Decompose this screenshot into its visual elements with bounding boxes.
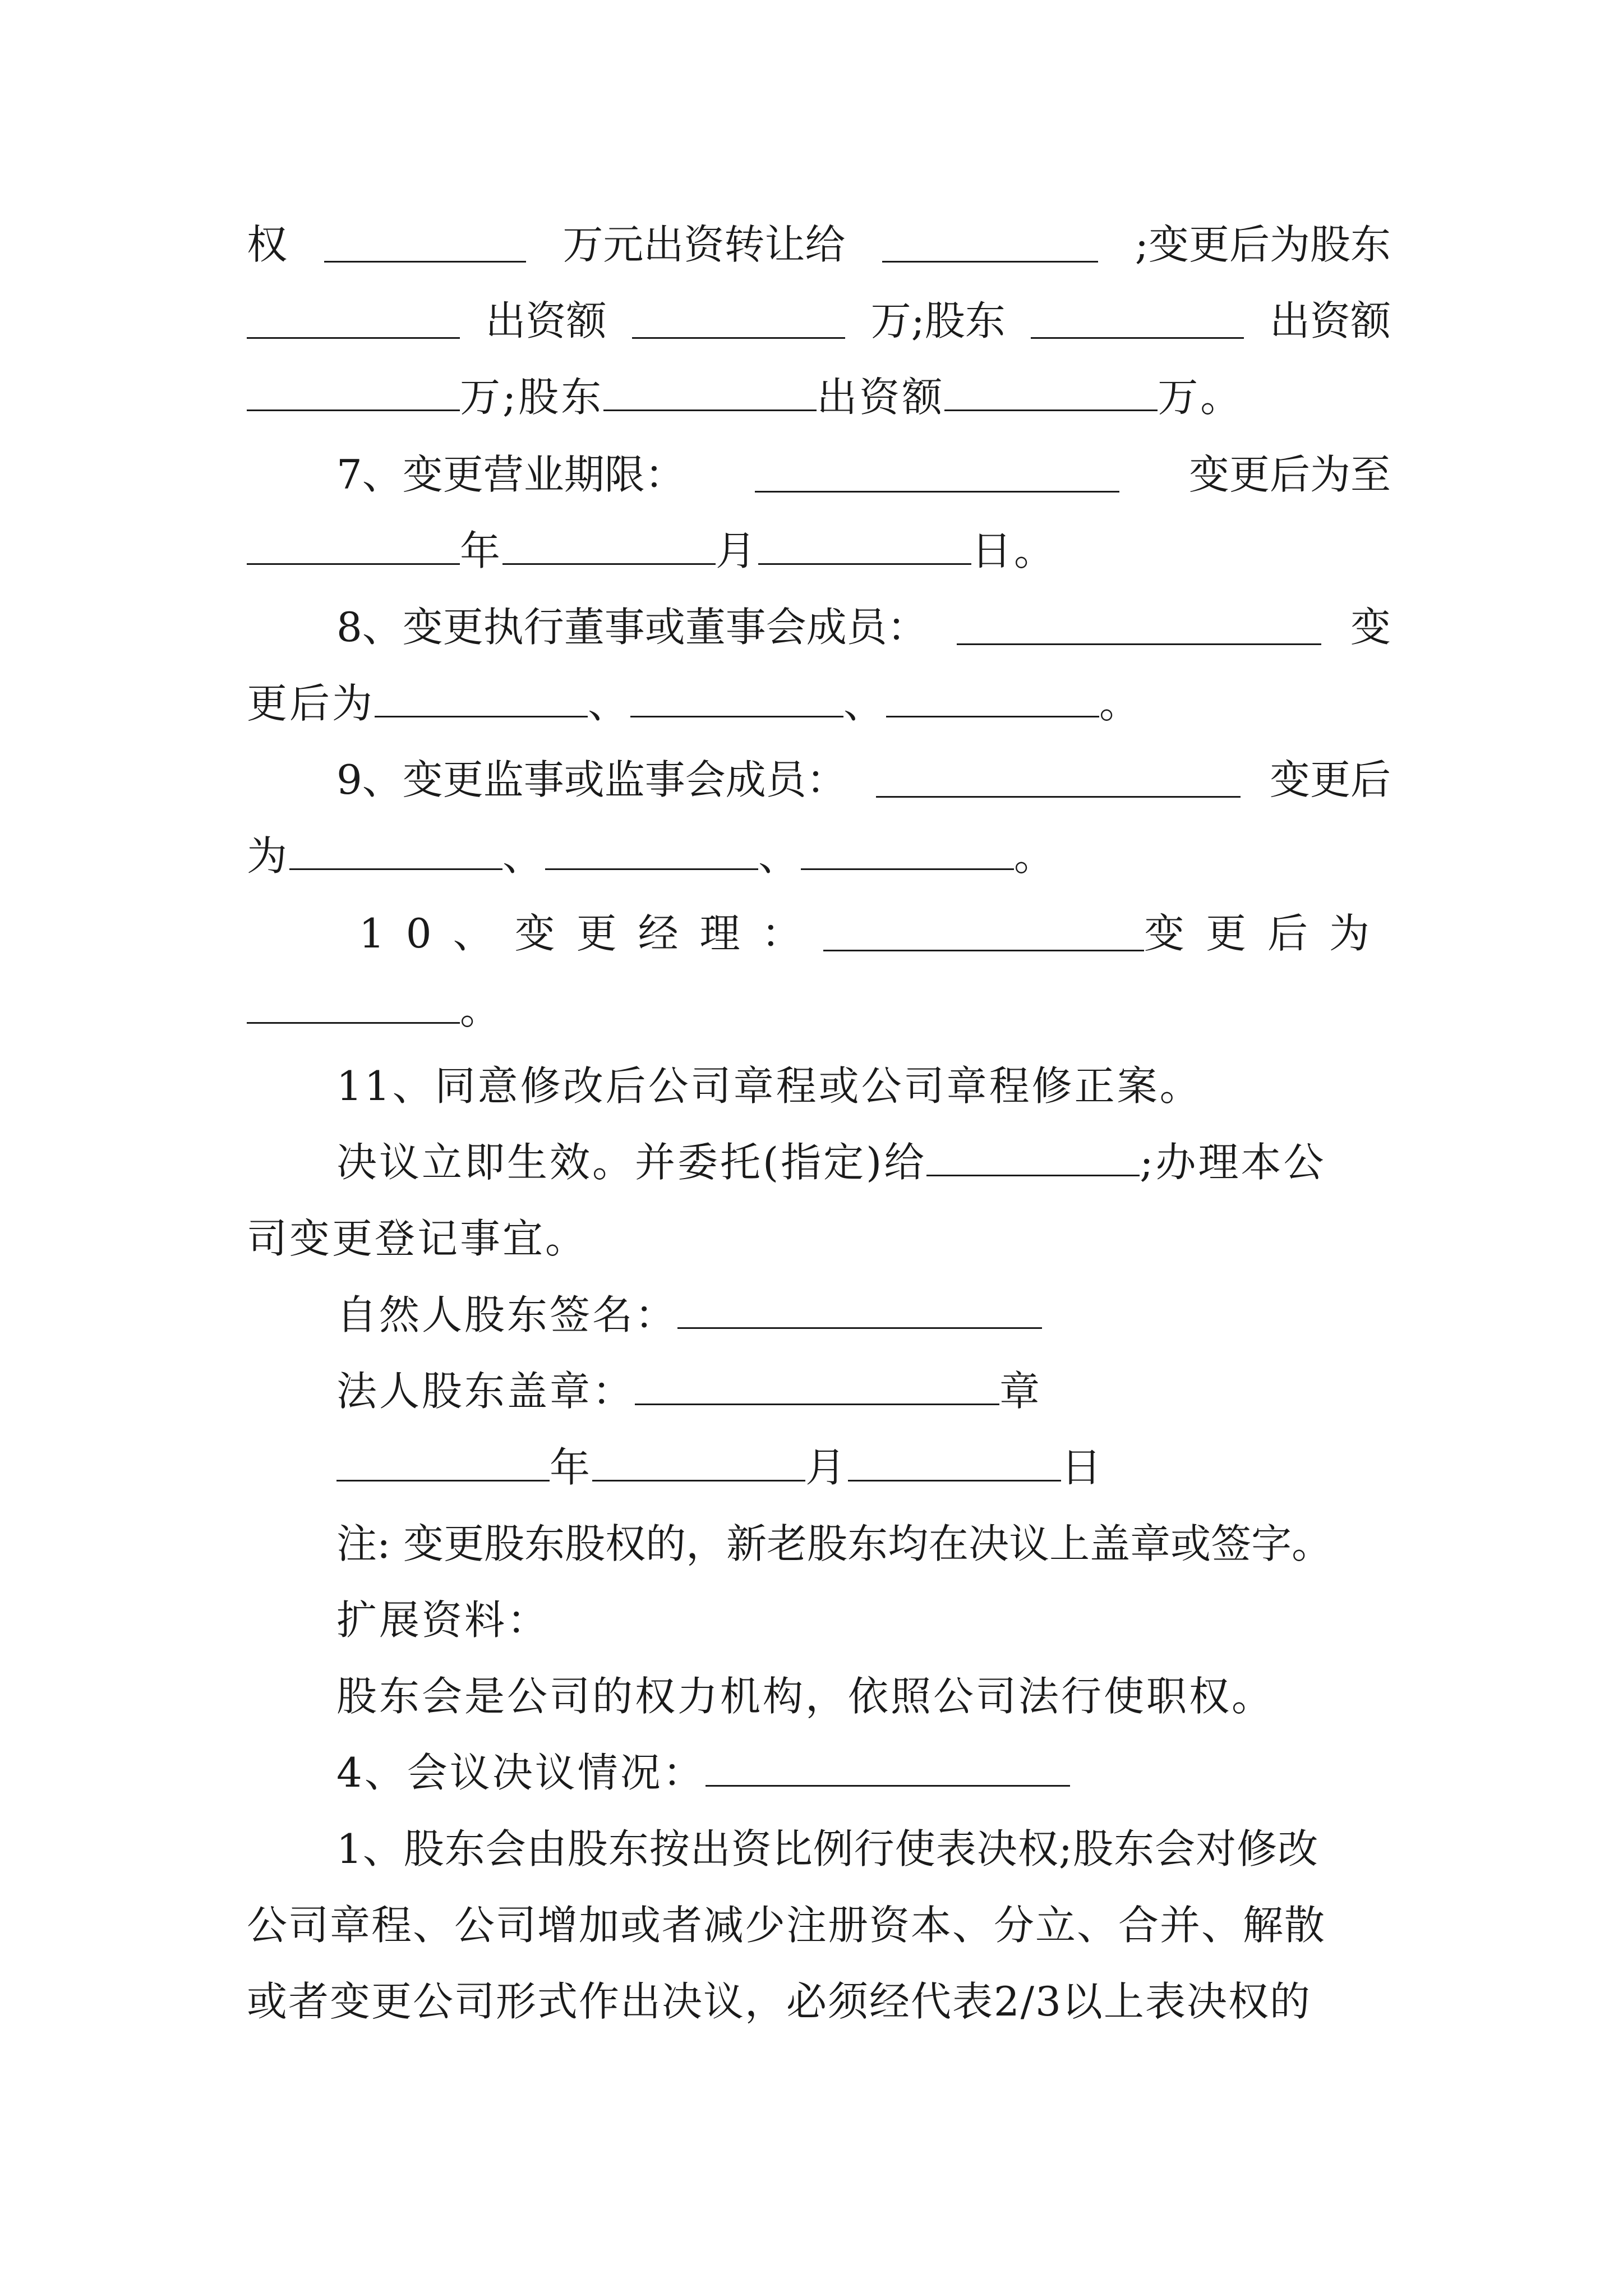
- text: 出资额: [817, 374, 945, 421]
- text-line-1: [247, 211, 1391, 278]
- text-line-24: 或者变更公司形式作出决议，必须经代表2/3以上表决权的: [247, 1978, 1311, 2025]
- blank-field[interactable]: [324, 227, 526, 263]
- text: 4、会议决议情况：: [336, 1749, 706, 1796]
- text: 。: [460, 986, 503, 1033]
- text: 万。: [1158, 374, 1243, 421]
- text: 万;股东: [870, 297, 1006, 344]
- blank-field[interactable]: [247, 530, 460, 565]
- text: 年: [550, 1444, 593, 1491]
- text-line-3: [247, 364, 1391, 431]
- blank-field[interactable]: [502, 530, 716, 565]
- blank-field[interactable]: [247, 988, 460, 1024]
- text: 决议立即生效。并委托(指定)给: [336, 1139, 927, 1186]
- text: 月: [805, 1444, 849, 1491]
- text: 出资额: [485, 297, 607, 344]
- text: 更后为: [247, 680, 375, 727]
- text: 变更后为至: [1188, 451, 1391, 498]
- text: 、: [588, 680, 631, 727]
- blank-field[interactable]: [957, 610, 1321, 645]
- blank-field[interactable]: [289, 835, 502, 870]
- text: ;办理本公: [1140, 1139, 1326, 1186]
- text-line-7: [247, 670, 1391, 737]
- blank-field[interactable]: [545, 835, 758, 870]
- blank-field[interactable]: [758, 530, 971, 565]
- blank-field[interactable]: [886, 682, 1099, 717]
- blank-field[interactable]: [848, 1446, 1061, 1481]
- text-line-16: [336, 1358, 1391, 1425]
- text: 自然人股东签名：: [336, 1291, 678, 1338]
- text-line-12: 11、同意修改后公司章程或公司章程修正案。: [336, 1062, 1202, 1110]
- text: 章: [999, 1368, 1043, 1415]
- blank-field[interactable]: [755, 457, 1119, 493]
- text-line-10: [359, 900, 1391, 967]
- blank-field[interactable]: [247, 303, 460, 339]
- blank-field[interactable]: [632, 303, 845, 339]
- blank-field[interactable]: [1031, 303, 1244, 339]
- text: 变更后为: [1144, 910, 1391, 957]
- text: 日: [1061, 1444, 1104, 1491]
- text: 。: [1014, 832, 1057, 880]
- text-line-18: 注: 变更股东股权的，新老股东均在决议上盖章或签字。: [336, 1520, 1332, 1567]
- text: 变更后: [1269, 756, 1391, 803]
- text: 法人股东盖章：: [336, 1368, 635, 1415]
- text-line-6: [336, 593, 1391, 661]
- blank-field[interactable]: [247, 376, 460, 411]
- blank-field[interactable]: [944, 376, 1158, 411]
- text: 出资额: [1269, 297, 1391, 344]
- blank-field[interactable]: [336, 1446, 550, 1481]
- text-line-11: [247, 976, 1391, 1043]
- text-line-5: [247, 517, 1391, 585]
- blank-field[interactable]: [823, 916, 1144, 951]
- blank-field[interactable]: [630, 682, 843, 717]
- text: 9、变更监事或监事会成员：: [336, 756, 847, 803]
- text-line-20: 股东会是公司的权力机构，依照公司法行使职权。: [336, 1673, 1275, 1720]
- text: 权: [247, 221, 288, 268]
- text: 为: [247, 832, 290, 880]
- text-line-21: [336, 1739, 1391, 1806]
- text: 10、变更经理：: [359, 910, 823, 957]
- text: 日。: [971, 527, 1057, 574]
- blank-field[interactable]: [592, 1446, 805, 1481]
- blank-field[interactable]: [706, 1751, 1070, 1787]
- text: 万元出资转让给: [562, 221, 846, 268]
- blank-field[interactable]: [603, 376, 817, 411]
- blank-field[interactable]: [882, 227, 1098, 263]
- text: 。: [1099, 680, 1142, 727]
- text-line-19: 扩展资料：: [336, 1596, 550, 1644]
- text: 万;股东: [460, 374, 604, 421]
- blank-field[interactable]: [635, 1370, 999, 1405]
- text-line-8: [336, 746, 1391, 813]
- text-line-17: [336, 1434, 1391, 1501]
- text-line-4: [336, 441, 1391, 508]
- text-line-23: 公司章程、公司增加或者减少注册资本、分立、合并、解散: [247, 1902, 1326, 1949]
- text-line-22: 1、股东会由股东按出资比例行使表决权;股东会对修改: [336, 1825, 1319, 1872]
- blank-field[interactable]: [801, 835, 1014, 870]
- text: 、: [758, 832, 801, 880]
- text: 、: [502, 832, 546, 880]
- text: 8、变更执行董事或董事会成员：: [336, 604, 928, 651]
- text: 7、变更营业期限：: [336, 451, 685, 498]
- text: 年: [460, 527, 503, 574]
- text: 月: [716, 527, 759, 574]
- blank-field[interactable]: [926, 1141, 1140, 1176]
- blank-field[interactable]: [677, 1294, 1042, 1329]
- text-line-14: 司变更登记事宜。: [247, 1215, 588, 1262]
- text-line-9: [247, 822, 1391, 890]
- blank-field[interactable]: [375, 682, 588, 717]
- text-line-13: [336, 1129, 1391, 1196]
- blank-field[interactable]: [876, 762, 1241, 798]
- text: 、: [843, 680, 887, 727]
- text: ;变更后为股东: [1135, 221, 1391, 268]
- text: 变: [1350, 604, 1391, 651]
- text-line-15: [336, 1281, 1391, 1349]
- text-line-2: [247, 287, 1391, 355]
